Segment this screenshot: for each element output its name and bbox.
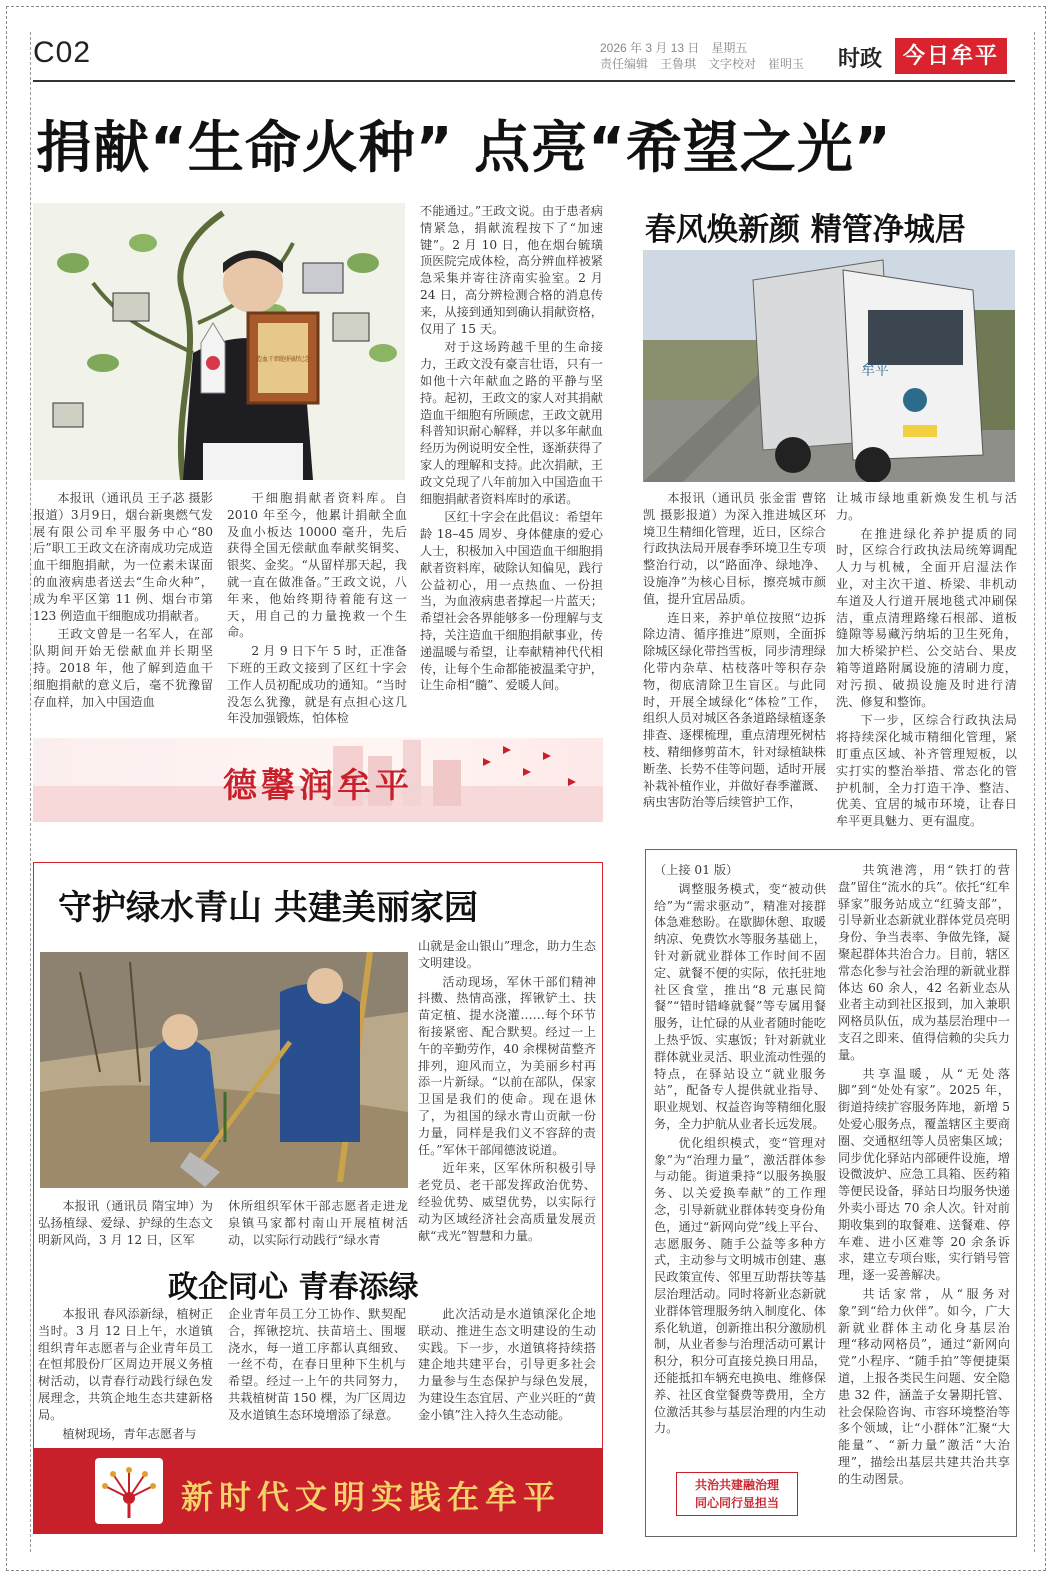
paragraph: 企业青年员工分工协作、默契配合，挥锹挖坑、扶苗培土、围堰浇水，每一道工序都认真细致、一丝不苟，在春日里种下生机与希望。经过一上午的共同努力，共栽植树苗 150 棵，为厂区周边及水道镇生态环境增添了绿意。: [228, 1307, 406, 1422]
paragraph: 对于这场跨越千里的生命接力，王政文没有豪言壮语，只有一如他十六年献血之路的平静与坚持。起初，王政文的家人对其捐献造血干细胞有所顾虑，王政文就用科普知识耐心解释，并以多年献血经历为例说明安全性，逐渐获得了家人的理解和支持。此次捐献，王政文兑现了八年前加入中国造血干细胞捐献者资料库时的承诺。: [420, 340, 603, 506]
story4-col2: [228, 1306, 406, 1426]
editor-line: 责任编辑 王鲁琪 文字校对 崔明玉: [600, 57, 805, 71]
paragraph: 不能通过。”王政文说。由于患者病情紧急，捐献流程按下了“加速键”。2 月 10 日，他在烟台毓璜顶医院完成体检，高分辨血样被紧急采集并寄往济南实验室。2 月 24 日，高分辨检测合格的消息传来，从接到通知到确认捐献资格，仅用了 15 天。: [420, 204, 603, 336]
paragraph: 共话家常，从“服务对象”到“给力伙伴”。如今，广大新就业群体主动化身基层治理“移动网格员”，通过“新网向党”小程序、“随手拍”等便捷渠道，上报各类民生问题、安全隐患 32 件，涵盖子女暑期托管、社会保险咨询、市容环境整治等多个领域，让“小群体”汇聚“大能量”、“新力量”激活“大治理”，描绘出基层共建共治共享的生动图景。: [838, 1286, 1010, 1486]
paragraph: 干细胞捐献者资料库。自 2010 年至今，他累计捐献全血及血小板达 10000 毫升，先后获得全国无偿献血奉献奖铜奖、银奖、金奖。“从留样那天起，我就一直在做准备。”王政文说，八年来，他始终期待着能有这一天，用自己的力量挽救一个生命。: [227, 491, 407, 640]
story1-photo: [33, 203, 405, 480]
donor-photo-illustration: [33, 203, 405, 480]
story3-col3: [418, 938, 596, 1246]
paragraph: 在推进绿化养护提质的同时，区综合行政执法局统筹调配人力与机械，全面开启湿法作业，对主次干道、桥梁、非机动车道及人行道开展地毯式冲刷保洁，重点清理路缘石根部、道板缝隙等易藏污纳垢的卫生死角，加大桥梁护栏、公交站台、果皮箱等道路附属设施的清刷力度，对污损、破损设施及时进行清洗、修复和整饰。: [836, 526, 1017, 709]
story2-col2: [836, 490, 1017, 832]
story4-headline: 政企同心 青春添绿: [168, 1270, 419, 1305]
paragraph: 休所组织军休干部志愿者走进龙泉镇马家都村南山开展植树活动，以实际行动践行“绿水青: [228, 1199, 408, 1247]
newspaper-logo: 今日牟平: [895, 38, 1007, 74]
continued-from: （上接 01 版）: [654, 863, 739, 877]
paragraph: 共筑港湾，用“铁打的营盘”留住“流水的兵”。依托“红牟驿家”服务站成立“红骑支部”，引导新业态新就业群体党员亮明身份、争当表率、争做先锋，凝聚起群体共治合力。目前，辖区常态化参与社会治理的新就业群体达 60 余人，42 名新业态从业者主动到社区报到，加入兼职网格员队伍，成为基层治理中一支召之即来、值得信赖的尖兵力量。: [838, 863, 1010, 1062]
section-label: 时政: [838, 47, 883, 72]
caption-line: 同心同行显担当: [694, 1496, 779, 1510]
paragraph: 植树现场，青年志愿者与: [62, 1426, 197, 1441]
story2-col1: [643, 490, 826, 813]
paragraph: 山就是金山银山”理念，助力生态文明建设。: [418, 939, 596, 970]
banner-title: 德馨润牟平: [223, 766, 413, 806]
banner-de-xin: [33, 738, 603, 822]
header-meta: [600, 40, 804, 72]
story1-col3: [420, 203, 603, 696]
paragraph: 下一步，区综合行政执法局将持续深化城市精细化管理，紧盯重点区域、补齐管理短板，以实打实的整治举措、常态化的管护机制，全力打造干净、整洁、优美、宜居的城市环境，让春日牟平更具魅力、更有温度。: [836, 713, 1017, 829]
paragraph: 此次活动是水道镇深化企地联动、推进生态文明建设的生动实践。下一步，水道镇将持续搭建企地共建平台，引导更多社会力量参与生态保护与绿色发展，为建设生态宜居、产业兴旺的“黄金小镇”注入持久生态动能。: [418, 1307, 596, 1422]
certificate-text: 造血干细胞捐献纪念: [255, 356, 311, 363]
banner-civilization: [33, 1448, 603, 1534]
story4-col3: [418, 1306, 596, 1426]
story5-col2: [838, 862, 1010, 1489]
civilization-emblem-icon: [95, 1458, 163, 1524]
paragraph: 活动现场，军休干部们精神抖擞、热情高涨，挥锹铲土、扶苗定植、提水浇灌……每个环节衔接紧密、配合默契。经过一上午的辛勤劳作，40 余棵树苗整齐排列，迎风而立，为美丽乡村再添一片新绿。“以前在部队，保家卫国是我们的使命。现在退休了，为祖国的绿水青山贡献一份力量，同样是我们义不容辞的责任。”军休干部闻德波说道。: [418, 974, 596, 1157]
truck-text: 牟平: [861, 363, 889, 379]
paragraph: 本报讯（通讯员 隋宝坤）为弘扬植绿、爱绿、护绿的生态文明新风尚，3 月 12 日，区军: [38, 1199, 213, 1247]
paragraph: 王政文曾是一名军人，在部队期间开始无偿献血并长期坚持。2018 年，他了解到造血干细胞捐献的意义后，毫不犹豫留存血样，加入中国造血: [33, 627, 213, 709]
paragraph: 本报讯（通讯员 王子苾 摄影报道）3月9日，烟台新奥燃气发展有限公司牟平服务中心“80后”职工王政文在济南成功完成造血干细胞捐献，为一位素未谋面的血液病患者送去“生命火种”，成为牟平区第 11 例、烟台市第 123 例造血干细胞成功捐献者。: [33, 491, 213, 623]
story1-col2: [227, 490, 407, 729]
paragraph: 2 月 9 日下午 5 时，正准备下班的王政文接到了区红十字会工作人员初配成功的通知。“当时没怎么犹豫，就是有点担心这几年没加强锻炼，怕体检: [227, 644, 407, 726]
tree-planting-illustration: [40, 952, 408, 1188]
story2-photo: [643, 250, 1015, 482]
header-rule: [33, 80, 1015, 82]
paragraph: 近年来，区军休所积极引导老党员、老干部发挥政治优势、经验优势、威望优势，以实际行动为区域经济社会高质量发展贡献“戎光”智慧和力量。: [418, 1161, 596, 1243]
paragraph: 连日来，养护单位按照“边拆除边清、循序推进”原则，全面拆除城区绿化带挡雪板，同步清理绿化带内杂草、枯枝落叶等积存杂物，彻底清除卫生盲区。与此同时，开展全域绿化“体检”工作，组织人员对城区各条道路绿植逐条排查、逐棵梳理，重点清理死树枯枝、精细修剪苗木，针对绿植缺株断垄、长势不佳等问题，适时开展补栽补植作业，并做好春季灌溉、病虫害防治等后续管护工作，: [643, 610, 826, 810]
date-line: 2026 年 3 月 13 日 星期五: [600, 41, 748, 55]
paragraph: 调整服务模式，变“被动供给”为“需求驱动”，精准对接群体急难愁盼。在歇脚休憩、取暖纳凉、免费饮水等服务基础上，针对新就业群体工作时间不固定、就餐不便的实际，依托驻地社区食堂，推出“8 元惠民简餐”“错时错峰就餐”等专属用餐服务，让忙碌的从业者随时能吃上热乎饭、实惠饭；针对新就业群体就业灵活、职业流动性强的特点，在驿站设立“就业服务站”，配备专人提供就业指导、职业规划、权益咨询等精细化服务，全力护航从业者长远发展。: [654, 881, 826, 1131]
story2-headline: 春风焕新颜 精管净城居: [645, 212, 966, 248]
banner-title: 新时代文明实践在牟平: [181, 1478, 562, 1516]
story3-col1: [38, 1198, 213, 1250]
story3-headline: 守护绿水青山 共建美丽家园: [58, 888, 478, 928]
story3-photo: [40, 952, 408, 1188]
paragraph: 让城市绿地重新焕发生机与活力。: [836, 491, 1017, 522]
caption-line: 共治共建融治理: [694, 1478, 779, 1492]
story3-col2: [228, 1198, 408, 1250]
story4-col1: [38, 1306, 213, 1444]
page-number: C02: [33, 36, 92, 69]
sweeper-truck-illustration: [643, 250, 1015, 482]
paragraph: 本报讯（通讯员 张金雷 曹铭凯 摄影报道）为深入推进城区环境卫生精细化管理，近日，区综合行政执法局开展春季环境卫生专项整治行动，以“路面净、绿地净、设施净”为核心目标，擦亮城市颜值，提升宜居品质。: [643, 491, 826, 606]
paragraph: 本报讯 春风添新绿，植树正当时。3 月 12 日上午，水道镇组织青年志愿者与企业青年员工在恒邦股份厂区周边开展义务植树活动，以青春行动践行绿色发展理念，共筑企地生态共建新格局。: [38, 1307, 213, 1422]
story1-col1: [33, 490, 213, 712]
story1-headline: 捐献“生命火种” 点亮“希望之光”: [36, 116, 892, 181]
paragraph: 区红十字会在此倡议：希望年龄 18–45 周岁、身体健康的爱心人士，积极加入中国造血干细胞捐献者资料库，破除认知偏见，践行公益初心，用一点热血、一份担当，为血液病患者撑起一片蓝天；希望社会各界能够多一份理解与支持，关注造血干细胞捐献事业，传递温暖与希望，让奉献精神代代相传，让每个生命都能被温柔守护，让生命相“髓”、爱暖人间。: [420, 510, 603, 693]
story5-caption-box: [676, 1472, 798, 1516]
paragraph: 共享温暖，从“无处落脚”到“处处有家”。2025 年，街道持续扩容服务阵地，新增 5 处爱心服务点，覆盖辖区主要商圈、交通枢纽等人员密集区域；同步优化驿站内部硬件设施，增设微波炉、应急工具箱、医药箱等便民设备，驿站日均服务快递外卖小哥达 70 余人次。针对前期收集到的取餐难、送餐难、停车难、进小区难等 20 余条诉求，建立专项台账，实行销号管理，逐一妥善解决。: [838, 1066, 1010, 1283]
paragraph: 优化组织模式，变“管理对象”为“治理力量”，激活群体参与动能。街道秉持“以服务换服务、以关爱换奉献”的工作理念，引导新就业群体转变身份角色，通过“新网向党”线上平台、志愿服务、随手公益等多种方式，主动参与文明城市创建、惠民政策宣传、邻里互助帮扶等基层治理活动。同时将新业态新就业群体管理服务纳入制度化、体系化轨道，创新推出积分激励机制，从业者参与治理活动可累计积分，积分可直接兑换日用品，还能抵扣车辆充电换电、维修保养、社区食堂餐费等费用，全方位激活其参与基层治理的内生动力。: [654, 1135, 826, 1436]
story5-col1: [654, 862, 826, 1439]
